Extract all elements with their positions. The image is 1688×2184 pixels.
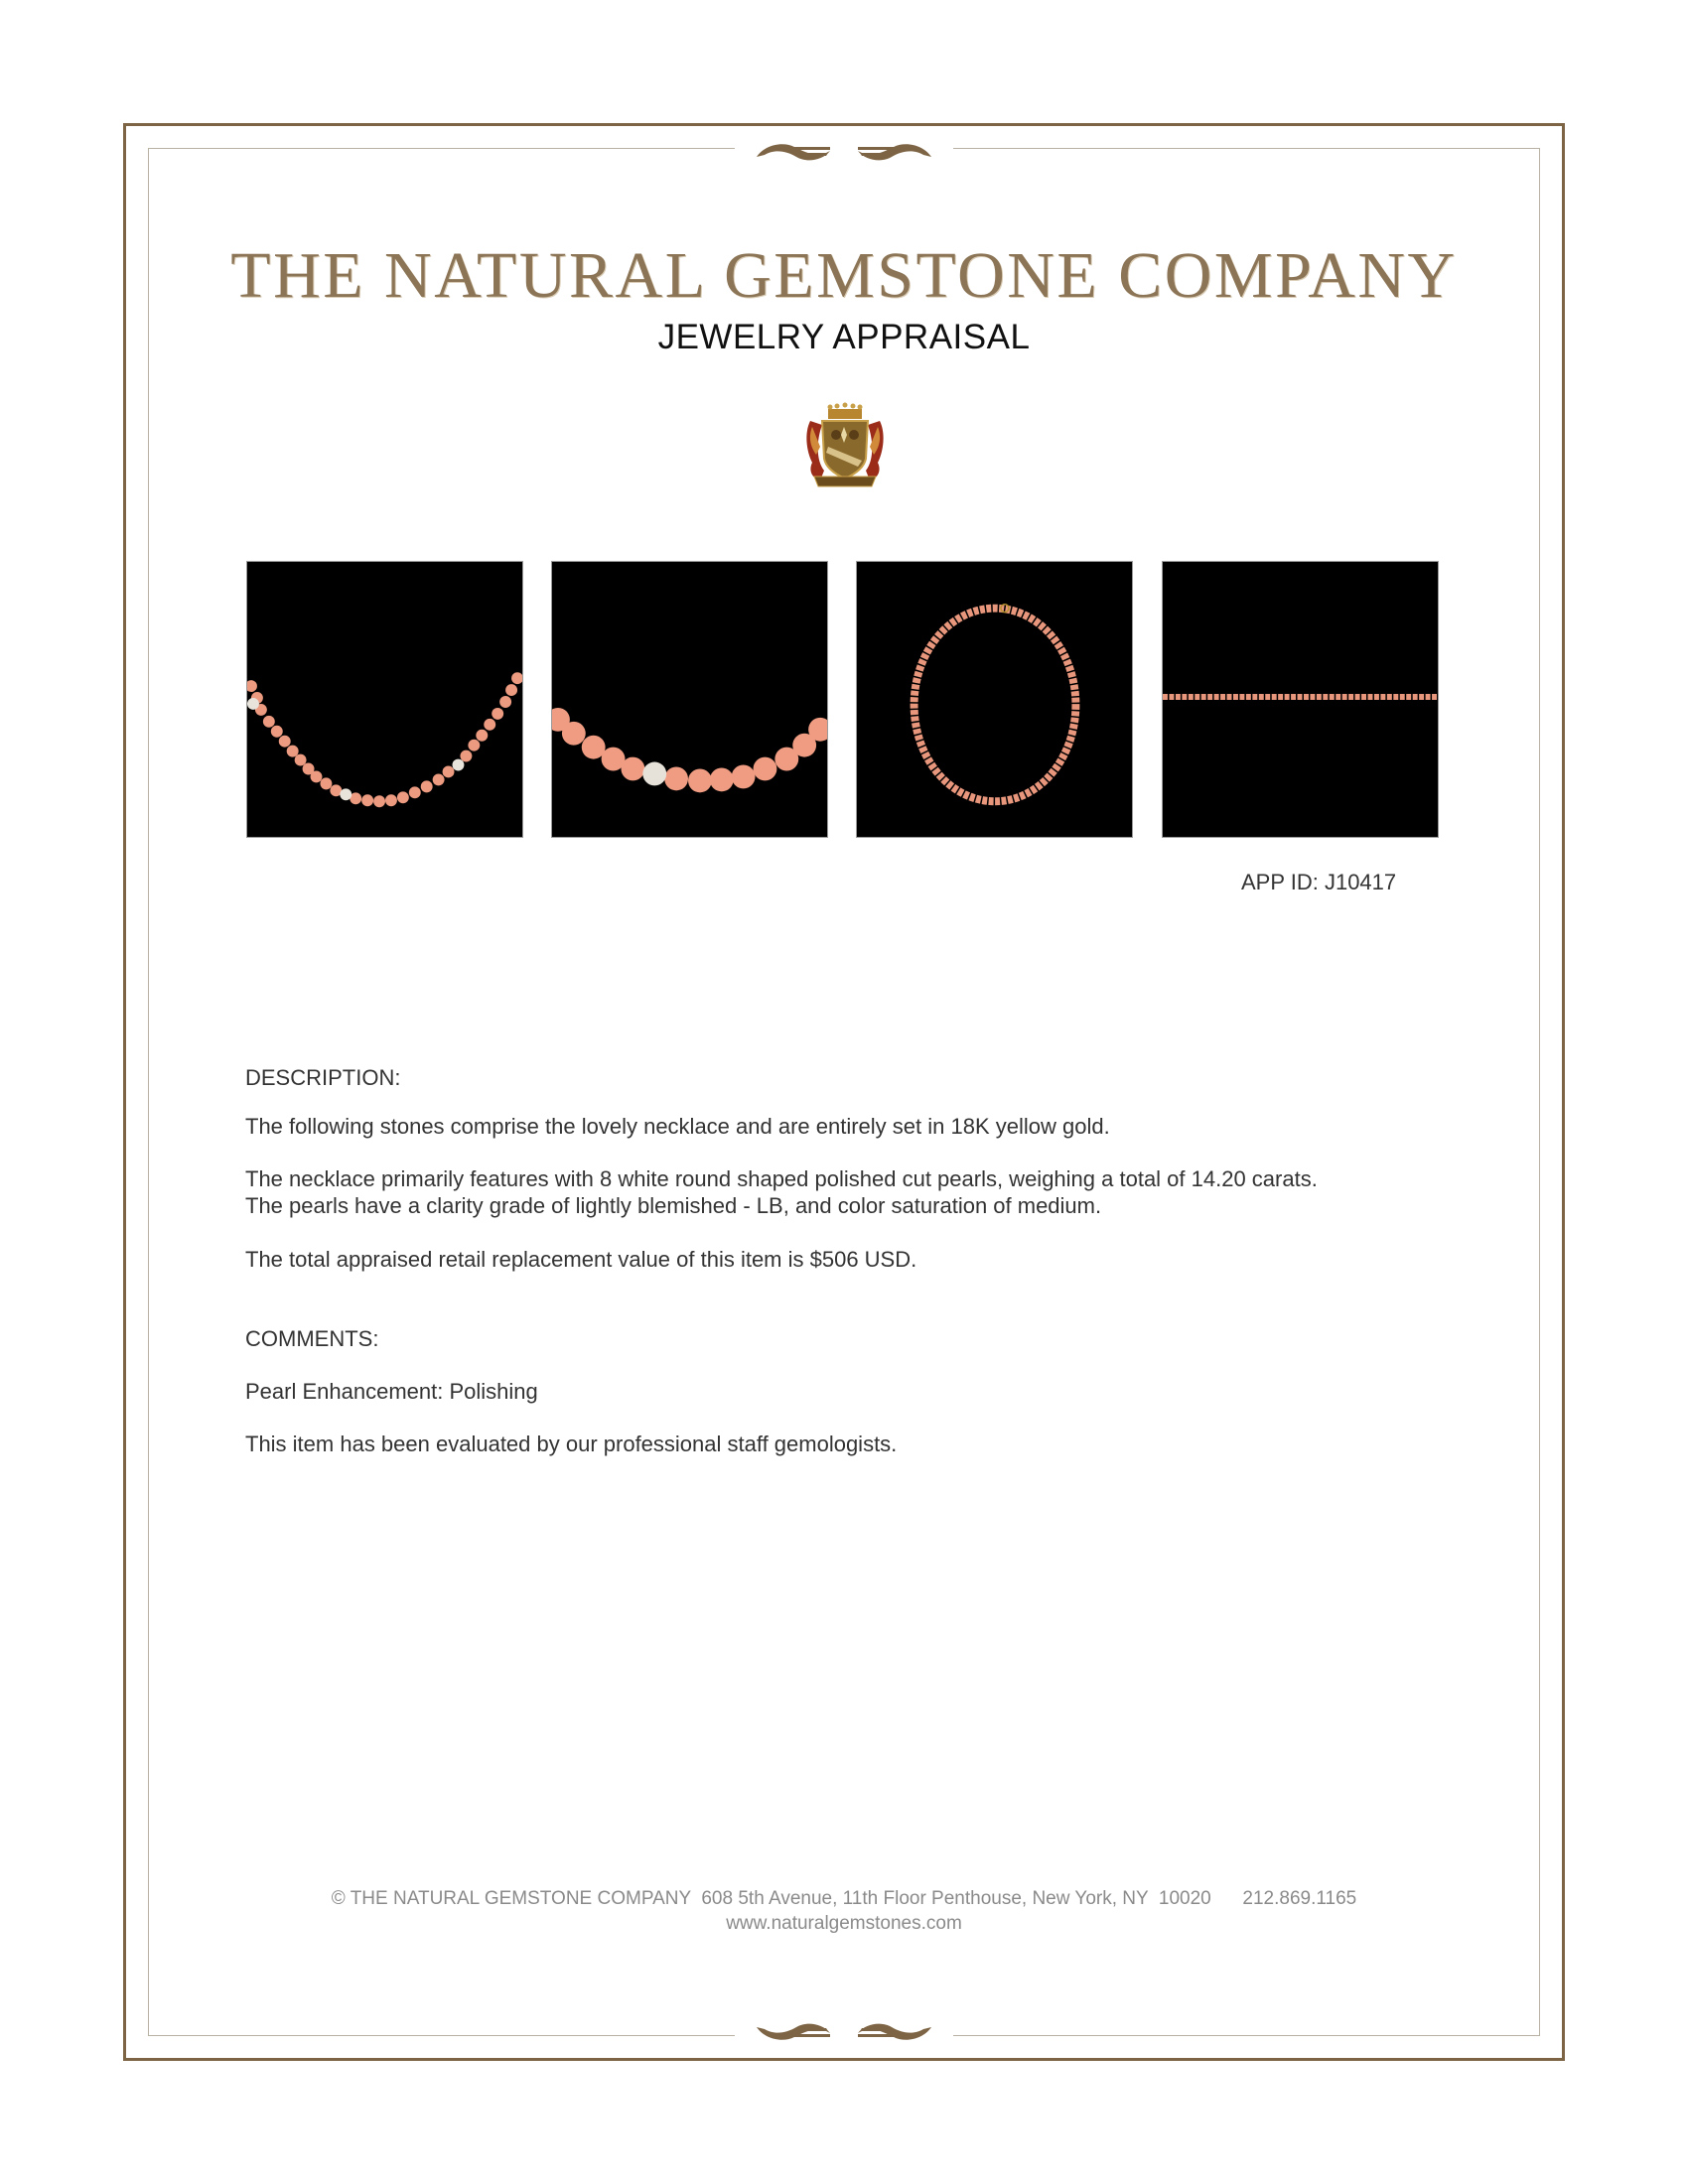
necklace-photo-2[interactable] — [551, 561, 828, 838]
description-line-1: The following stones comprise the lovely necklace and are entirely set in 18K yellow gold. — [245, 1114, 1110, 1139]
document-subtitle: JEWELRY APPRAISAL — [657, 318, 1031, 356]
comments-heading: COMMENTS: — [245, 1326, 379, 1351]
comment-evaluation: This item has been evaluated by our professional staff gemologists. — [245, 1432, 898, 1456]
description-line-3: The pearls have a clarity grade of lightly blemished - LB, and color saturation of medium. — [245, 1193, 1102, 1218]
appraised-value: The total appraised retail replacement value of this item is $506 USD. — [245, 1247, 917, 1272]
description-heading: DESCRIPTION: — [245, 1065, 401, 1090]
footer-address: © THE NATURAL GEMSTONE COMPANY 608 5th Avenue, 11th Floor Penthouse, New York, NY 10020 212.869.1165 — [331, 1888, 1357, 1909]
comment-enhancement: Pearl Enhancement: Polishing — [245, 1379, 538, 1404]
necklace-photo-4[interactable] — [1162, 561, 1439, 838]
footer-website[interactable]: www.naturalgemstones.com — [726, 1913, 962, 1934]
description-line-2: The necklace primarily features with 8 white round shaped polished cut pearls, weighing a total of 14.20 carats. — [245, 1166, 1318, 1191]
photo-gallery — [246, 561, 1440, 838]
company-title: THE NATURAL GEMSTONE COMPANY — [230, 239, 1458, 312]
scroll-ornament-icon — [735, 2013, 953, 2057]
necklace-photo-3[interactable] — [856, 561, 1133, 838]
necklace-photo-1[interactable] — [246, 561, 523, 838]
crest-logo-icon — [802, 401, 888, 492]
scroll-ornament-icon — [735, 127, 953, 171]
appraisal-id: APP ID: J10417 — [1241, 870, 1397, 894]
